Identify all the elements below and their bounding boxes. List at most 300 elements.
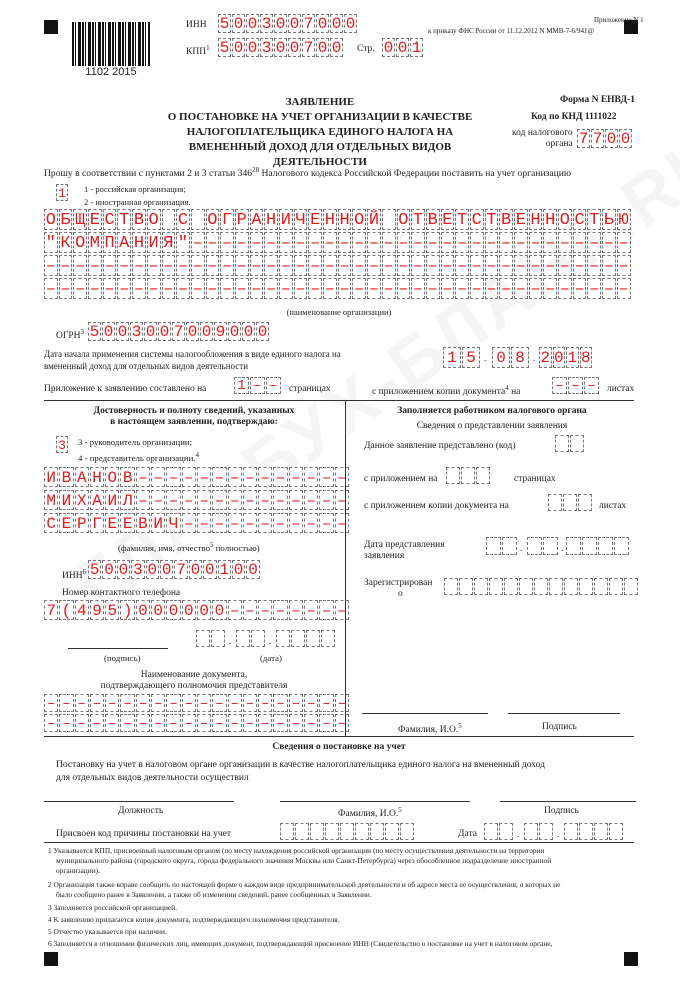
- tax-code-cells[interactable]: [577, 129, 633, 148]
- char-cell[interactable]: –: [266, 280, 277, 299]
- char-cell[interactable]: 0: [103, 323, 114, 341]
- char-cell[interactable]: [461, 467, 475, 484]
- char-cell[interactable]: –: [618, 234, 629, 253]
- char-cell[interactable]: Р: [236, 211, 247, 230]
- office-pages-cells[interactable]: [446, 467, 491, 484]
- char-cell[interactable]: –: [60, 257, 71, 276]
- char-cell[interactable]: 0: [147, 561, 158, 579]
- char-cell[interactable]: 3: [261, 39, 272, 57]
- char-cell[interactable]: [355, 823, 369, 840]
- char-cell[interactable]: 0: [117, 323, 128, 341]
- char-cell[interactable]: 0: [229, 323, 240, 341]
- char-cell[interactable]: –: [280, 280, 291, 299]
- char-cell[interactable]: [614, 537, 629, 555]
- char-cell[interactable]: –: [515, 257, 526, 276]
- char-cell[interactable]: 7: [303, 15, 314, 33]
- office-date-year[interactable]: [566, 537, 630, 555]
- char-cell[interactable]: –: [207, 257, 218, 276]
- char-cell[interactable]: [524, 823, 538, 840]
- char-cell[interactable]: –: [166, 467, 180, 487]
- char-cell[interactable]: –: [236, 280, 247, 299]
- char-cell[interactable]: Е: [442, 211, 453, 230]
- char-cell[interactable]: –: [221, 257, 233, 276]
- char-cell[interactable]: –: [289, 694, 303, 712]
- char-cell[interactable]: [280, 823, 294, 840]
- char-cell[interactable]: –: [584, 377, 599, 394]
- char-cell[interactable]: 0: [187, 323, 198, 341]
- char-cell[interactable]: 7: [176, 561, 186, 579]
- char-cell[interactable]: –: [354, 234, 365, 253]
- char-cell[interactable]: Е: [59, 513, 73, 533]
- char-cell[interactable]: [579, 823, 593, 840]
- char-cell[interactable]: –: [603, 280, 615, 299]
- char-cell[interactable]: 1: [567, 349, 578, 367]
- char-cell[interactable]: –: [212, 694, 226, 712]
- char-cell[interactable]: –: [192, 234, 203, 253]
- char-cell[interactable]: –: [280, 257, 291, 276]
- char-cell[interactable]: [310, 823, 324, 840]
- char-cell[interactable]: –: [273, 490, 287, 510]
- char-cell[interactable]: Т: [119, 211, 130, 230]
- char-cell[interactable]: –: [273, 513, 287, 533]
- char-cell[interactable]: –: [324, 280, 335, 299]
- char-cell[interactable]: –: [197, 513, 211, 533]
- char-cell[interactable]: –: [603, 257, 615, 276]
- char-cell[interactable]: –: [243, 467, 257, 487]
- char-cell[interactable]: –: [258, 600, 272, 620]
- char-cell[interactable]: 0: [159, 323, 170, 341]
- char-cell[interactable]: А: [119, 234, 130, 253]
- page-cells[interactable]: [382, 38, 424, 57]
- char-cell[interactable]: [446, 467, 460, 484]
- char-cell[interactable]: [325, 823, 339, 840]
- char-cell[interactable]: Н: [133, 234, 145, 253]
- char-cell[interactable]: Е: [515, 211, 526, 230]
- char-cell[interactable]: –: [603, 234, 615, 253]
- char-cell[interactable]: [555, 435, 569, 452]
- char-cell[interactable]: –: [289, 467, 303, 487]
- char-cell[interactable]: И: [44, 467, 58, 487]
- office-date-day[interactable]: [486, 537, 518, 555]
- char-cell[interactable]: 0: [289, 15, 300, 33]
- char-cell[interactable]: Х: [75, 490, 89, 510]
- char-cell[interactable]: –: [515, 234, 526, 253]
- char-cell[interactable]: –: [266, 257, 277, 276]
- org-type-cell[interactable]: [56, 184, 69, 201]
- char-cell[interactable]: –: [574, 280, 585, 299]
- char-cell[interactable]: –: [280, 234, 291, 253]
- char-cell[interactable]: 0: [233, 561, 244, 579]
- char-cell[interactable]: 0: [383, 39, 394, 57]
- char-cell[interactable]: И: [151, 513, 165, 533]
- char-cell[interactable]: [306, 630, 320, 647]
- char-cell[interactable]: О: [559, 211, 570, 230]
- char-cell[interactable]: –: [136, 694, 150, 712]
- char-cell[interactable]: –: [486, 280, 497, 299]
- char-cell[interactable]: О: [105, 467, 119, 487]
- char-cell[interactable]: –: [501, 280, 512, 299]
- char-cell[interactable]: –: [289, 600, 303, 620]
- char-cell[interactable]: –: [177, 257, 189, 276]
- sign-date-month[interactable]: [236, 630, 266, 647]
- char-cell[interactable]: С: [104, 211, 115, 230]
- char-cell[interactable]: –: [197, 694, 211, 712]
- char-cell[interactable]: 7: [303, 39, 314, 57]
- char-cell[interactable]: –: [136, 467, 150, 487]
- char-cell[interactable]: Ю: [618, 211, 629, 230]
- char-cell[interactable]: –: [354, 257, 365, 276]
- char-cell[interactable]: –: [273, 694, 287, 712]
- char-cell[interactable]: 5: [219, 15, 230, 33]
- char-cell[interactable]: [534, 578, 548, 595]
- char-cell[interactable]: –: [273, 600, 287, 620]
- char-cell[interactable]: [504, 578, 518, 595]
- char-cell[interactable]: 0: [317, 39, 328, 57]
- char-cell[interactable]: В: [427, 211, 438, 230]
- char-cell[interactable]: –: [212, 513, 226, 533]
- char-cell[interactable]: –: [243, 694, 257, 712]
- char-cell[interactable]: [400, 823, 414, 840]
- char-cell[interactable]: –: [166, 694, 180, 712]
- char-cell[interactable]: –: [383, 280, 394, 299]
- char-cell[interactable]: 0: [151, 600, 165, 620]
- char-cell[interactable]: [236, 630, 250, 647]
- char-cell[interactable]: Е: [310, 211, 321, 230]
- char-cell[interactable]: В: [501, 211, 512, 230]
- char-cell[interactable]: 3: [261, 15, 272, 33]
- char-cell[interactable]: –: [258, 714, 272, 732]
- char-cell[interactable]: –: [456, 257, 468, 276]
- char-cell[interactable]: –: [589, 257, 600, 276]
- char-cell[interactable]: (: [59, 600, 73, 620]
- char-cell[interactable]: [459, 578, 473, 595]
- char-cell[interactable]: –: [228, 600, 242, 620]
- char-cell[interactable]: [385, 823, 399, 840]
- ogrn-cells[interactable]: [88, 322, 270, 341]
- char-cell[interactable]: –: [456, 280, 468, 299]
- char-cell[interactable]: Т: [412, 211, 424, 230]
- char-cell[interactable]: –: [289, 714, 303, 732]
- char-cell[interactable]: 0: [190, 561, 201, 579]
- char-cell[interactable]: П: [104, 234, 115, 253]
- char-cell[interactable]: –: [339, 234, 350, 253]
- char-cell[interactable]: –: [304, 490, 318, 510]
- char-cell[interactable]: Т: [589, 211, 600, 230]
- char-cell[interactable]: –: [236, 257, 247, 276]
- office-copies-cells[interactable]: [548, 494, 593, 511]
- char-cell[interactable]: В: [133, 211, 145, 230]
- char-cell[interactable]: –: [310, 280, 321, 299]
- char-cell[interactable]: –: [258, 694, 272, 712]
- char-cell[interactable]: –: [486, 234, 497, 253]
- char-cell[interactable]: И: [59, 490, 73, 510]
- char-cell[interactable]: 0: [257, 323, 268, 341]
- char-cell[interactable]: –: [398, 280, 409, 299]
- char-cell[interactable]: 0: [620, 130, 631, 148]
- char-cell[interactable]: –: [228, 714, 242, 732]
- char-cell[interactable]: –: [151, 490, 165, 510]
- char-cell[interactable]: 3: [56, 436, 68, 453]
- char-cell[interactable]: 0: [289, 39, 300, 57]
- char-cell[interactable]: 5: [462, 347, 480, 368]
- char-cell[interactable]: –: [59, 694, 73, 712]
- char-cell[interactable]: –: [335, 513, 349, 533]
- char-cell[interactable]: –: [574, 257, 585, 276]
- char-cell[interactable]: 0: [161, 561, 172, 579]
- char-cell[interactable]: –: [319, 513, 333, 533]
- char-cell[interactable]: –: [319, 694, 333, 712]
- char-cell[interactable]: 0: [136, 600, 150, 620]
- char-cell[interactable]: О: [398, 211, 409, 230]
- char-cell[interactable]: [191, 209, 205, 230]
- char-cell[interactable]: 0: [248, 561, 258, 579]
- char-cell[interactable]: –: [90, 714, 104, 732]
- char-cell[interactable]: –: [324, 234, 335, 253]
- inn-cells[interactable]: [218, 14, 358, 33]
- char-cell[interactable]: ): [120, 600, 134, 620]
- char-cell[interactable]: –: [295, 257, 306, 276]
- char-cell[interactable]: Н: [324, 211, 335, 230]
- char-cell[interactable]: –: [212, 714, 226, 732]
- char-cell[interactable]: [594, 578, 608, 595]
- char-cell[interactable]: [474, 578, 488, 595]
- char-cell[interactable]: 7: [173, 323, 184, 341]
- char-cell[interactable]: –: [250, 377, 265, 394]
- char-cell[interactable]: –: [304, 694, 318, 712]
- char-cell[interactable]: [370, 823, 384, 840]
- char-cell[interactable]: 8: [511, 347, 529, 368]
- char-cell[interactable]: О: [45, 211, 56, 230]
- char-cell[interactable]: –: [398, 234, 409, 253]
- char-cell[interactable]: –: [75, 714, 89, 732]
- char-cell[interactable]: –: [530, 234, 541, 253]
- char-cell[interactable]: –: [486, 257, 497, 276]
- char-cell[interactable]: –: [45, 257, 56, 276]
- char-cell[interactable]: –: [319, 714, 333, 732]
- char-cell[interactable]: [519, 578, 533, 595]
- char-cell[interactable]: 1: [56, 184, 68, 201]
- char-cell[interactable]: –: [304, 714, 318, 732]
- char-cell[interactable]: 0: [145, 323, 156, 341]
- char-cell[interactable]: –: [166, 490, 180, 510]
- char-cell[interactable]: [594, 823, 608, 840]
- char-cell[interactable]: –: [427, 234, 438, 253]
- sign-date-day[interactable]: [196, 630, 226, 647]
- char-cell[interactable]: 5: [89, 561, 100, 579]
- char-cell[interactable]: ": [45, 234, 56, 253]
- char-cell[interactable]: Н: [339, 211, 350, 230]
- fio-grid[interactable]: [44, 467, 350, 536]
- char-cell[interactable]: –: [412, 234, 424, 253]
- char-cell[interactable]: –: [545, 280, 556, 299]
- char-cell[interactable]: О: [148, 211, 159, 230]
- char-cell[interactable]: Н: [545, 211, 556, 230]
- char-cell[interactable]: –: [228, 490, 242, 510]
- char-cell[interactable]: С: [44, 513, 58, 533]
- char-cell[interactable]: –: [243, 714, 257, 732]
- char-cell[interactable]: Ч: [295, 211, 306, 230]
- char-cell[interactable]: –: [559, 257, 570, 276]
- char-cell[interactable]: –: [266, 377, 281, 394]
- char-cell[interactable]: 0: [104, 561, 114, 579]
- char-cell[interactable]: –: [133, 280, 145, 299]
- char-cell[interactable]: –: [182, 467, 196, 487]
- char-cell[interactable]: [196, 630, 210, 647]
- char-cell[interactable]: А: [90, 490, 104, 510]
- char-cell[interactable]: 5: [89, 323, 100, 341]
- reg-date-year[interactable]: [564, 823, 624, 840]
- char-cell[interactable]: Н: [90, 467, 104, 487]
- char-cell[interactable]: 1: [443, 347, 461, 368]
- char-cell[interactable]: –: [228, 694, 242, 712]
- char-cell[interactable]: –: [273, 714, 287, 732]
- char-cell[interactable]: 0: [397, 39, 408, 57]
- char-cell[interactable]: И: [280, 211, 291, 230]
- char-cell[interactable]: –: [136, 714, 150, 732]
- char-cell[interactable]: –: [319, 600, 333, 620]
- char-cell[interactable]: –: [207, 234, 218, 253]
- char-cell[interactable]: Ь: [603, 211, 615, 230]
- char-cell[interactable]: –: [310, 257, 321, 276]
- char-cell[interactable]: –: [412, 280, 424, 299]
- char-cell[interactable]: [579, 578, 593, 595]
- char-cell[interactable]: –: [335, 714, 349, 732]
- char-cell[interactable]: –: [398, 257, 409, 276]
- char-cell[interactable]: [502, 537, 517, 555]
- char-cell[interactable]: –: [589, 234, 600, 253]
- char-cell[interactable]: С: [177, 211, 189, 230]
- char-cell[interactable]: –: [383, 257, 394, 276]
- char-cell[interactable]: –: [251, 280, 262, 299]
- char-cell[interactable]: [543, 537, 558, 555]
- char-cell[interactable]: –: [471, 234, 482, 253]
- char-cell[interactable]: 4: [75, 600, 89, 620]
- char-cell[interactable]: –: [197, 490, 211, 510]
- char-cell[interactable]: –: [304, 467, 318, 487]
- char-cell[interactable]: –: [335, 694, 349, 712]
- char-cell[interactable]: Е: [105, 513, 119, 533]
- char-cell[interactable]: 0: [492, 347, 510, 368]
- char-cell[interactable]: –: [120, 694, 134, 712]
- char-cell[interactable]: –: [289, 490, 303, 510]
- office-reg-cells[interactable]: [444, 578, 639, 595]
- char-cell[interactable]: –: [295, 234, 306, 253]
- char-cell[interactable]: –: [75, 694, 89, 712]
- start-month[interactable]: [492, 347, 530, 368]
- char-cell[interactable]: Щ: [75, 211, 86, 230]
- char-cell[interactable]: А: [251, 211, 262, 230]
- char-cell[interactable]: –: [148, 280, 159, 299]
- char-cell[interactable]: –: [559, 234, 570, 253]
- char-cell[interactable]: [570, 435, 584, 452]
- char-cell[interactable]: –: [182, 490, 196, 510]
- char-cell[interactable]: [578, 494, 592, 511]
- char-cell[interactable]: [549, 578, 563, 595]
- char-cell[interactable]: [382, 209, 396, 230]
- char-cell[interactable]: [548, 494, 562, 511]
- char-cell[interactable]: 3: [131, 323, 142, 341]
- char-cell[interactable]: 2: [540, 349, 551, 367]
- char-cell[interactable]: –: [354, 280, 365, 299]
- char-cell[interactable]: [609, 823, 623, 840]
- annex-copies-cells[interactable]: [552, 377, 600, 394]
- char-cell[interactable]: 0: [606, 130, 617, 148]
- char-cell[interactable]: 0: [275, 39, 286, 57]
- char-cell[interactable]: –: [197, 467, 211, 487]
- char-cell[interactable]: 5: [219, 39, 230, 57]
- char-cell[interactable]: 0: [317, 15, 328, 33]
- confirm-inn-cells[interactable]: [88, 560, 261, 579]
- char-cell[interactable]: 1: [411, 39, 422, 57]
- char-cell[interactable]: 0: [247, 39, 258, 57]
- char-cell[interactable]: –: [412, 257, 424, 276]
- char-cell[interactable]: –: [427, 257, 438, 276]
- char-cell[interactable]: С: [574, 211, 585, 230]
- char-cell[interactable]: 3: [133, 561, 143, 579]
- char-cell[interactable]: –: [151, 694, 165, 712]
- char-cell[interactable]: –: [368, 280, 380, 299]
- char-cell[interactable]: –: [221, 280, 233, 299]
- office-code-cells[interactable]: [555, 435, 585, 452]
- org-name-grid[interactable]: [44, 209, 632, 301]
- char-cell[interactable]: –: [182, 714, 196, 732]
- char-cell[interactable]: –: [148, 257, 159, 276]
- char-cell[interactable]: 8: [580, 349, 591, 367]
- char-cell[interactable]: 9: [215, 323, 226, 341]
- char-cell[interactable]: Г: [90, 513, 104, 533]
- char-cell[interactable]: –: [60, 280, 71, 299]
- char-cell[interactable]: 1: [219, 561, 230, 579]
- char-cell[interactable]: И: [105, 490, 119, 510]
- char-cell[interactable]: –: [442, 280, 453, 299]
- char-cell[interactable]: 0: [243, 323, 254, 341]
- char-cell[interactable]: –: [151, 467, 165, 487]
- char-cell[interactable]: [484, 823, 498, 840]
- char-cell[interactable]: ": [177, 234, 189, 253]
- char-cell[interactable]: –: [339, 280, 350, 299]
- char-cell[interactable]: [499, 823, 513, 840]
- char-cell[interactable]: –: [368, 257, 380, 276]
- start-year[interactable]: [539, 347, 593, 368]
- char-cell[interactable]: –: [44, 694, 58, 712]
- char-cell[interactable]: 7: [592, 130, 603, 148]
- char-cell[interactable]: 0: [197, 600, 211, 620]
- char-cell[interactable]: 0: [233, 15, 244, 33]
- char-cell[interactable]: [598, 537, 613, 555]
- char-cell[interactable]: –: [515, 280, 526, 299]
- char-cell[interactable]: [340, 823, 354, 840]
- char-cell[interactable]: –: [136, 490, 150, 510]
- char-cell[interactable]: 0: [275, 15, 286, 33]
- char-cell[interactable]: –: [310, 234, 321, 253]
- who-cell[interactable]: [56, 436, 69, 453]
- char-cell[interactable]: –: [295, 280, 306, 299]
- char-cell[interactable]: 0: [212, 600, 226, 620]
- char-cell[interactable]: С: [471, 211, 482, 230]
- char-cell[interactable]: –: [75, 257, 86, 276]
- char-cell[interactable]: –: [182, 513, 196, 533]
- char-cell[interactable]: 7: [578, 130, 589, 148]
- char-cell[interactable]: 7: [44, 600, 58, 620]
- char-cell[interactable]: Н: [266, 211, 277, 230]
- char-cell[interactable]: [539, 823, 553, 840]
- char-cell[interactable]: Б: [60, 211, 71, 230]
- char-cell[interactable]: –: [427, 280, 438, 299]
- char-cell[interactable]: [564, 578, 578, 595]
- char-cell[interactable]: [563, 494, 577, 511]
- char-cell[interactable]: Г: [221, 211, 233, 230]
- char-cell[interactable]: –: [471, 257, 482, 276]
